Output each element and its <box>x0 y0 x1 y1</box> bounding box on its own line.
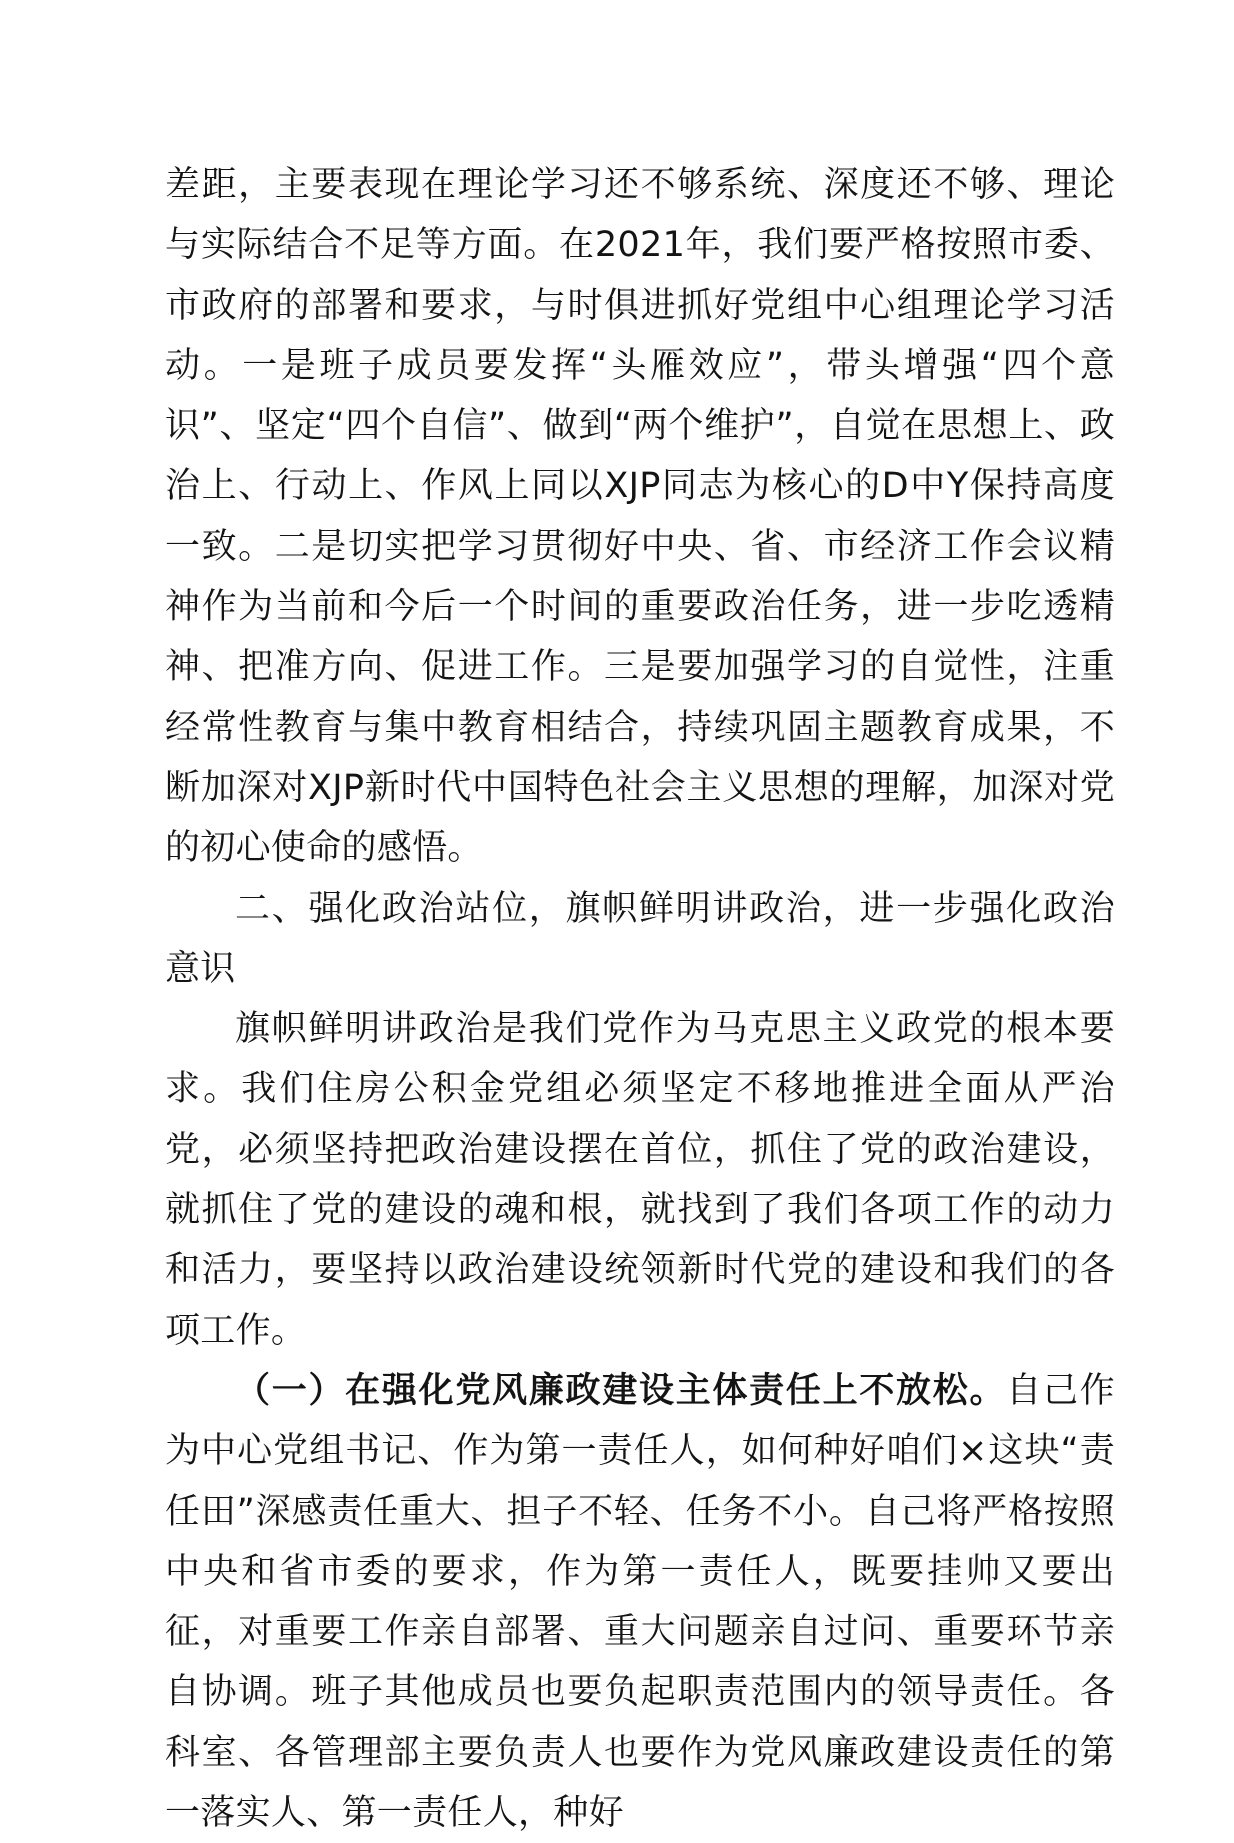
paragraph-responsibility <box>165 1361 1115 1843</box>
section-heading-2: 二、强化政治站位，旗帜鲜明讲政治，进一步强化政治意识 <box>165 888 1115 989</box>
paragraph-responsibility-text: 自己作为中心党组书记、作为第一责任人，如何种好咱们×这块“责任田”深感责任重大、担子不轻、任务不小。自己将严格按照中央和省市委的要求，作为第一责任人，既要挂帅又要出征，对重要工作亲自部署、重大问题亲自过问、重要环节亲自协调。班子其他成员也要负起职责范围内的领导责任。各科室、各管理部主要负责人也要作为党风廉政建设责任的第一落实人、第一责任人，种好 <box>165 1370 1115 1834</box>
paragraph-continuation: 差距，主要表现在理论学习还不够系统、深度还不够、理论与实际结合不足等方面。在2021年，我们要严格按照市委、市政府的部署和要求，与时俱进抓好党组中心组理论学习活动。一是班子成员要发挥“头雁效应”，带头增强“四个意识”、坚定“四个自信”、做到“两个维护”，自觉在思想上、政治上、行动上、作风上同以XJP同志为核心的D中Y保持高度一致。二是切实把学习贯彻好中央、省、市经济工作会议精神作为当前和今后一个时间的重要政治任务，进一步吃透精神、把准方向、促进工作。三是要加强学习的自觉性，注重经常性教育与集中教育相结合，持续巩固主题教育成果，不断加深对XJP新时代中国特色社会主义思想的理解，加深对党的初心使命的感悟。 <box>165 165 1115 869</box>
document-body <box>165 155 1115 1843</box>
subheading-responsibility: （一）在强化党风廉政建设主体责任上不放松。 <box>235 1370 1007 1411</box>
paragraph-political-requirement: 旗帜鲜明讲政治是我们党作为马克思主义政党的根本要求。我们住房公积金党组必须坚定不移地推进全面从严治党，必须坚持把政治建设摆在首位，抓住了党的政治建设，就抓住了党的建设的魂和根，就找到了我们各项工作的动力和活力，要坚持以政治建设统领新时代党的建设和我们的各项工作。 <box>165 1009 1115 1351</box>
